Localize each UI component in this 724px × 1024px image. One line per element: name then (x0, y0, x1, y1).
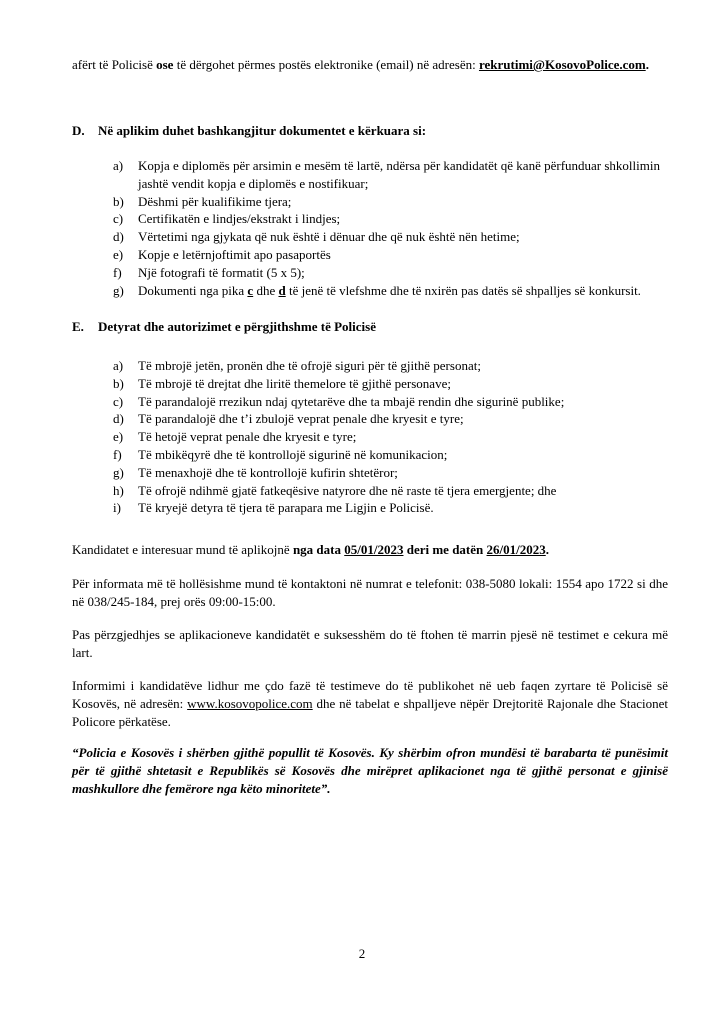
selection-paragraph: Pas përzgjedhjes se aplikacioneve kandidatët e suksesshëm do të ftohen të marrin pjesë në testimet e cekura më lart. (72, 627, 668, 660)
intro-bold-ose: ose (156, 57, 174, 72)
section-d-heading: D. Në aplikim duhet bashkangjitur dokumentet e kërkuara si: (72, 123, 427, 138)
intro-paragraph: afërt të Policisë ose të dërgohet përmes postës elektronike (email) në adresën: rekrutimi@KosovoPolice.com. (72, 57, 649, 72)
list-item: i) Të kryejë detyra të tjera të parapara me Ligjin e Policisë. (113, 500, 434, 516)
application-period: Kandidatet e interesuar mund të aplikojnë nga data 05/01/2023 deri me datën 26/01/2023. (72, 542, 549, 557)
info-paragraph: Informimi i kandidatëve lidhur me çdo fazë të testimeve do të publikohet në ueb faqen zyrtare të Policisë së Kosovës, në adresën: www.kosovopolice.com dhe në tabelat e shpalljeve nëpër Drejtoritë Rajonale dhe Stacionet Policore përkatëse. (72, 678, 669, 729)
list-item: b) Dëshmi për kualifikime tjera; (113, 193, 292, 209)
section-e-list (72, 357, 668, 517)
list-item: d) Vërtetimi nga gjykata që nuk është i dënuar dhe që nuk është nën hetime; (113, 229, 520, 245)
section-e-heading: E. Detyrat dhe autorizimet e përgjithshme të Policisë (72, 319, 376, 334)
list-item: g) Dokumenti nga pika c dhe d të jenë të vlefshme dhe të nxirën pas datës së shpalljes së konkursit. (113, 282, 641, 298)
section-e-title: Detyrat dhe autorizimet e përgjithshme të Policisë (98, 319, 376, 334)
intro-text: afërt të Policisë (72, 57, 153, 72)
website-link[interactable]: www.kosovopolice.com (187, 696, 313, 711)
end-date: 26/01/2023 (486, 542, 546, 557)
list-item: c) Të parandalojë rrezikun ndaj qytetarëve dhe ta mbajë rendin dhe sigurinë publike; (113, 393, 565, 409)
page-number: 2 (358, 946, 366, 961)
section-d-title: Në aplikim duhet bashkangjitur dokumentet e kërkuara si: (98, 123, 427, 138)
contact-paragraph: Për informata më të hollësishme mund të kontaktoni në numrat e telefonit: 038-5080 lokali: 1554 apo 1722 si dhe në 038/245-184, prej orës 09:00-15:00. (72, 576, 668, 609)
list-item: a) Të mbrojë jetën, pronën dhe të ofrojë siguri për të gjithë personat; (113, 358, 481, 373)
list-item: c) Certifikatën e lindjes/ekstrakt i lindjes; (113, 211, 341, 227)
list-item: h) Të ofrojë ndihmë gjatë fatkeqësive natyrore dhe në raste të tjera emergjente; dhe (113, 482, 557, 498)
list-item: a) Kopja e diplomës për arsimin e mesëm të lartë, ndërsa për kandidatët që kanë përfunduar shkollimin jashtë vendit kopja e diplomës e nostifikuar; (113, 158, 660, 191)
intro-text-2: të dërgohet përmes postës elektronike (email) në adresën: (176, 57, 476, 72)
list-item: e) Kopje e letërnjoftimit apo pasaportës (113, 246, 331, 262)
list-item: b) Të mbrojë të drejtat dhe liritë themelore të gjithë personave; (113, 375, 451, 391)
email-link[interactable]: rekrutimi@KosovoPolice.com (478, 57, 646, 72)
start-date: 05/01/2023 (344, 542, 404, 557)
closing-quote: “Policia e Kosovës i shërben gjithë popullit të Kosovës. Ky shërbim ofron mundësi të barabarta të punësimit për të gjithë shtetasit e Republikës së Kosovës dhe mirëpret aplikacionet nga të gjithë personat e gjinisë mashkullore dhe femërore nga këto minoritete”. (72, 745, 668, 796)
section-d-list (72, 157, 668, 299)
list-item: f) Të mbikëqyrë dhe të kontrollojë sigurinë në komunikacion; (113, 446, 448, 462)
list-item: e) Të hetojë veprat penale dhe kryesit e tyre; (113, 429, 357, 445)
list-item: f) Një fotografi të formatit (5 x 5); (113, 264, 305, 280)
list-item: d) Të parandalojë dhe t’i zbulojë veprat penale dhe kryesit e tyre; (113, 411, 464, 427)
list-item: g) Të menaxhojë dhe të kontrollojë kufirin shtetëror; (113, 464, 398, 480)
